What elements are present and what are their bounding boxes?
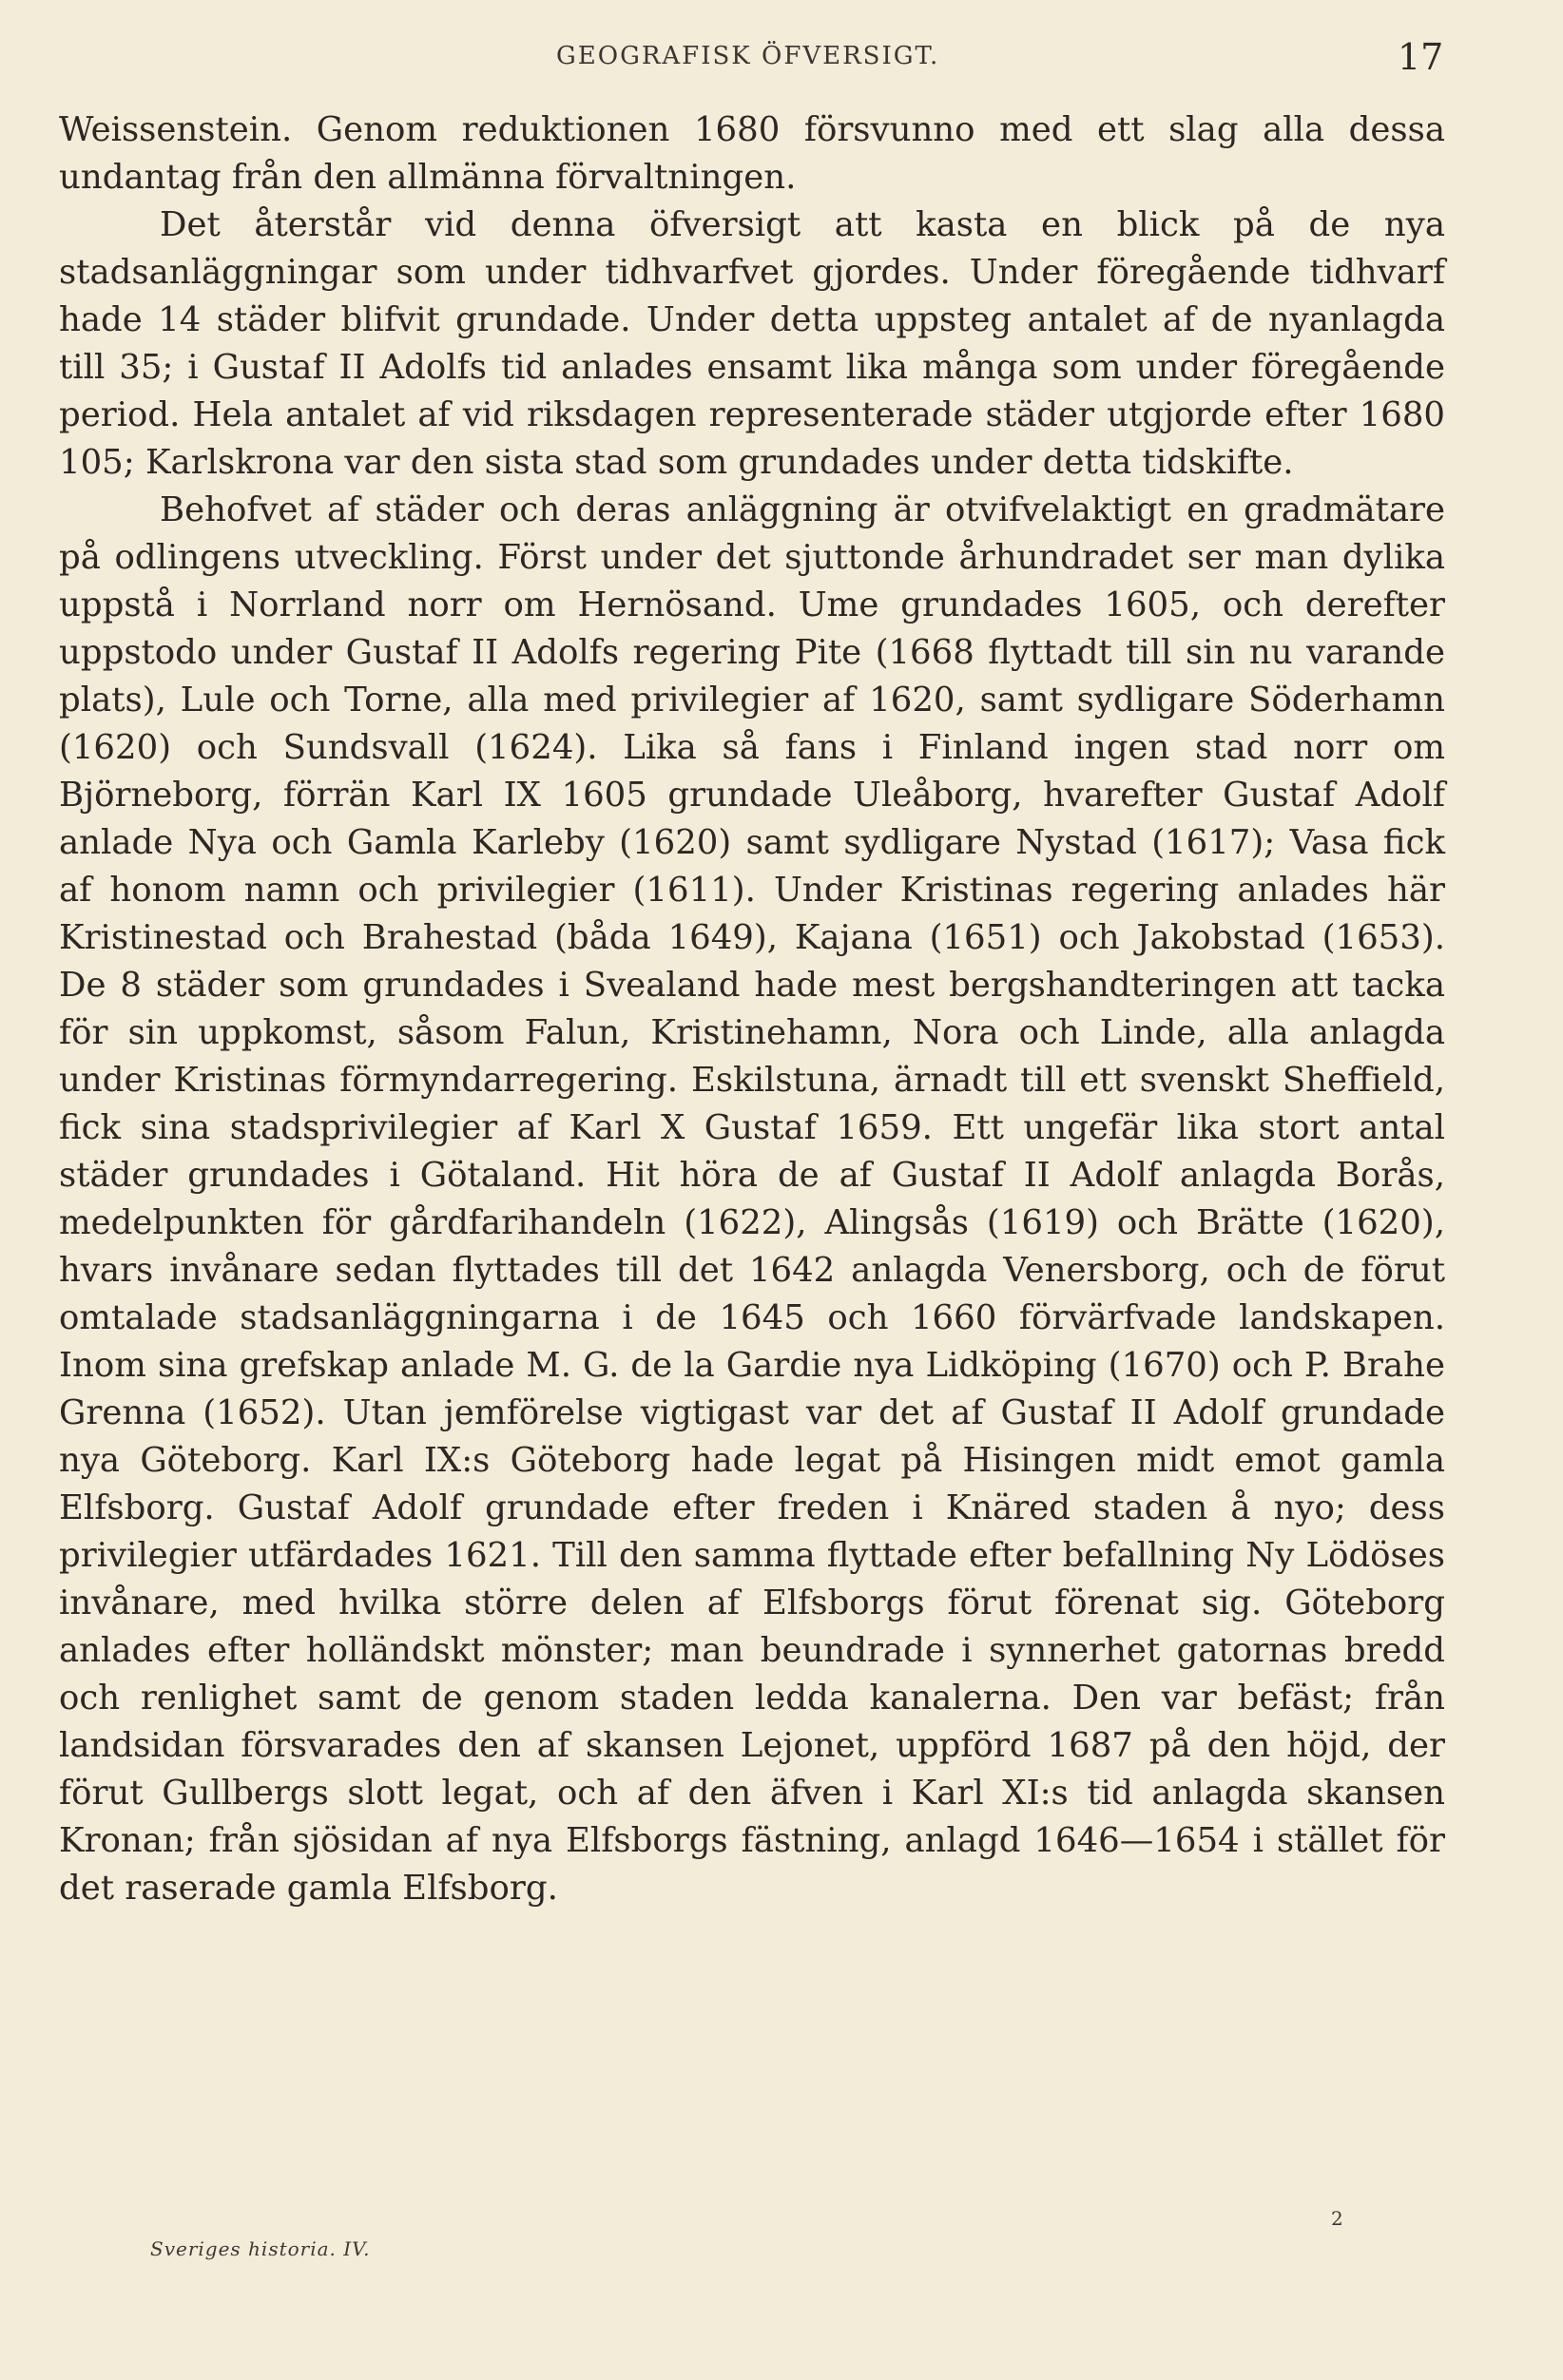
paragraph-2: Det återstår vid denna öfversigt att kasta en blick på de nya stadsanläggningar som under tidhvarfvet gjordes. Under föregående tidhvarf hade 14 städer blifvit grundade. Under detta uppsteg antalet af de nyanlagda till 35; i Gustaf II Adolfs tid anlades ensamt lika många som under föregående period. Hela antalet af vid riksdagen representerade städer utgjorde efter 1680 105; Karlskrona var den sista stad som grundades under detta tidskifte.	[59, 205, 1445, 482]
footer-source: Sveriges historia. IV.	[150, 2237, 371, 2260]
page-number: 17	[1398, 36, 1444, 78]
paragraph-1: Weissenstein. Genom reduktionen 1680 försvunno med ett slag alla dessa undantag från den allmänna förvaltningen.	[59, 110, 1445, 197]
paragraph-3: Behofvet af städer och deras anläggning är otvifvelaktigt en gradmätare på odlingens utveckling. Först under det sjuttonde århundradet ser man dylika uppstå i Norrland norr om Hernösand. Ume grundades 1605, och derefter uppstodo under Gustaf II Adolfs regering Pite (1668 flyttadt till sin nu varande plats), Lule och Torne, alla med privilegier af 1620, samt sydligare Söderhamn (1620) och Sundsvall (1624). Lika så fans i Finland ingen stad norr om Björneborg, förrän Karl IX 1605 grundade Uleåborg, hvarefter Gustaf Adolf anlade Nya och Gamla Karleby (1620) samt sydligare Nystad (1617); Vasa fick af honom namn och privilegier (1611). Under Kristinas regering anlades här Kristinestad och Brahestad (båda 1649), Kajana (1651) och Jakobstad (1653). De 8 städer som grundades i Svealand hade mest bergshandteringen att tacka för sin uppkomst, såsom Falun, Kristinehamn, Nora och Linde, alla anlagda under Kristinas förmyndarregering. Eskilstuna, ärnadt till ett svenskt Sheffield, fick sina stadsprivilegier af Karl X Gustaf 1659. Ett ungefär lika stort antal städer grundades i Götaland. Hit höra de af Gustaf II Adolf anlagda Borås, medelpunkten för gårdfarihandeln (1622), Alingsås (1619) och Brätte (1620), hvars invånare sedan flyttades till det 1642 anlagda Venersborg, och de förut omtalade stadsanläggningarna i de 1645 och 1660 förvärfvade landskapen. Inom sina grefskap anlade M. G. de la Gardie nya Lidköping (1670) och P. Brahe Grenna (1652). Utan jemförelse vigtigast var det af Gustaf II Adolf grundade nya Göteborg. Karl IX:s Göteborg hade legat på Hisingen midt emot gamla Elfsborg. Gustaf Adolf grundade efter freden i Knäred staden å nyo; dess privilegier utfärdades 1621. Till den samma flyttade efter befallning Ny Lödöses invånare, med hvilka större delen af Elfsborgs förut förenat sig. Göteborg anlades efter holländskt mönster; man beundrade i synnerhet gatornas bredd och renlighet samt de genom staden ledda kanalerna. Den var befäst; från landsidan försvarades den af skansen Lejonet, uppförd 1687 på den höjd, der förut Gullbergs slott legat, och af den äfven i Karl XI:s tid anlagda skansen Kronan; från sjösidan af nya Elfsborgs fästning, anlagd 1646—1654 i stället för det raserade gamla Elfsborg.	[59, 490, 1445, 1908]
body-text	[59, 106, 1445, 1912]
running-title: GEOGRAFISK ÖFVERSIGT.	[556, 42, 940, 70]
sheet-signature: 2	[1331, 2207, 1343, 2230]
